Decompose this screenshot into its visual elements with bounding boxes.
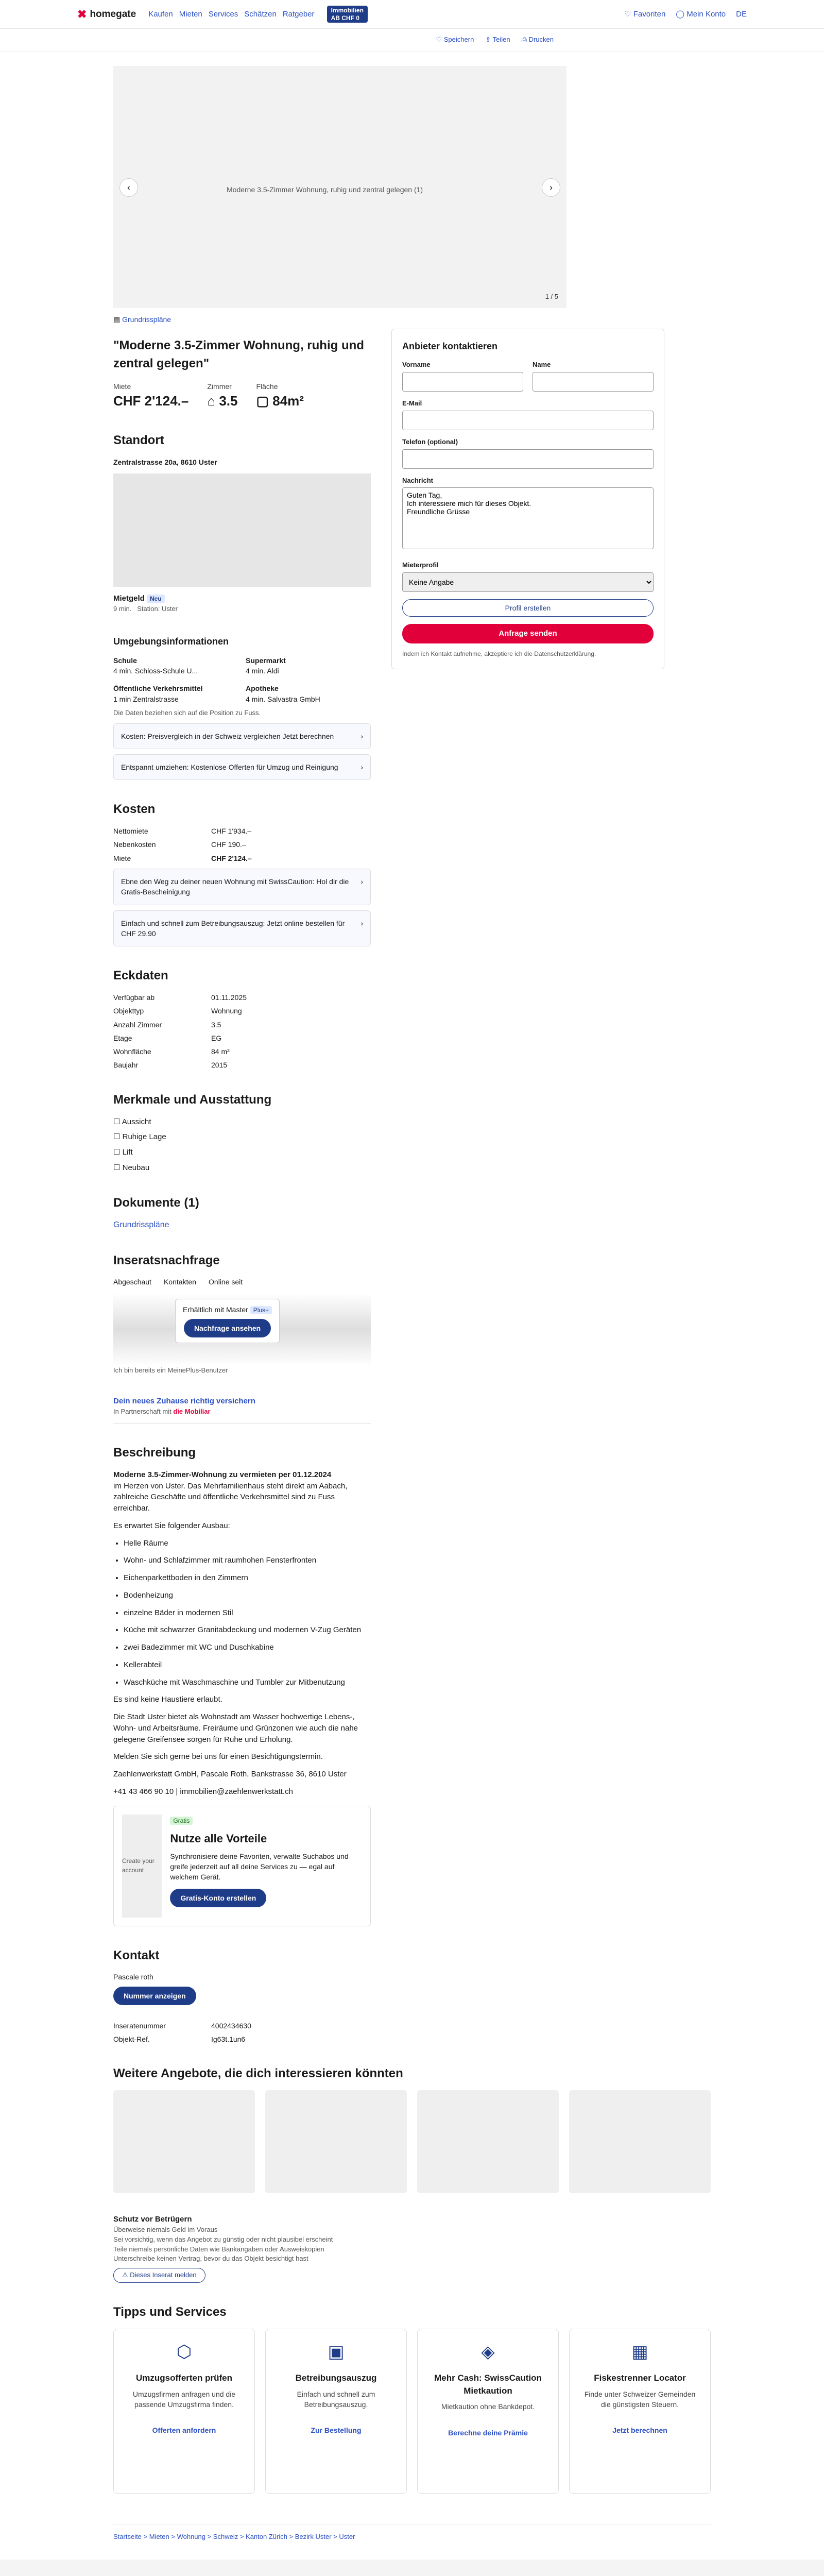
phone-input[interactable] [402,449,654,469]
feature-lift: ☐ Lift [113,1148,133,1157]
tip-card-tax: ▦ Fiskestrenner Locator Finde unter Schweizer Gemeinden die günstigsten Steuern. Jetzt berechnen [569,2329,711,2494]
costs-table: Nettomiete CHF 1'934.– Nebenkosten CHF 190.– Miete CHF 2'124.– [113,827,252,862]
feature-view: ☐ Aussicht [113,1117,151,1126]
box-icon: ⬡ [176,2342,192,2362]
rooms-value: ⌂ 3.5 [207,393,238,409]
tip-link[interactable]: Offerten anfordern [152,2426,216,2435]
offer-card[interactable] [417,2090,559,2193]
gallery-image-alt: Moderne 3.5-Zimmer Wohnung, ruhig und zentral gelegen (1) [227,185,423,194]
area-value: ▢ 84m² [256,393,304,409]
nav-ratgeber[interactable]: Ratgeber [282,9,315,19]
mietgeld-row: Mietgeld Neu [113,593,371,604]
nav-schaetzen[interactable]: Schätzen [244,9,277,19]
share-button[interactable]: ⇪ Teilen [485,36,510,44]
document-icon: ▤ [113,315,123,324]
profile-label: Mieterprofil [402,561,439,569]
moving-banner[interactable]: Entspannt umziehen: Kostenlose Offerten für Umzug und Reinigung › [113,754,371,780]
nav-services[interactable]: Services [208,9,238,19]
floorplan-link[interactable]: ▤ Grundrisspläne [113,315,171,324]
tab-contacts[interactable]: Kontakten [163,1278,197,1286]
save-button[interactable]: ♡ Speichern [436,36,474,44]
nav-mieten[interactable]: Mieten [179,9,202,19]
key-stats: Miete CHF 2'124.– Zimmer ⌂ 3.5 Fläche ▢ 84m² [113,381,371,411]
map[interactable] [113,473,371,587]
tip-card-caution: ◈ Mehr Cash: SwissCaution Mietkaution Mietkaution ohne Bankdepot. Berechne deine Prämie [417,2329,559,2494]
surroundings-heading: Umgebungsinformationen [113,636,229,647]
rooms-icon: ⌂ [207,393,219,409]
immobilien-badge[interactable]: Immobilien AB CHF 0 [327,6,368,23]
tip-card-betreibung: ▣ Betreibungsauszug Einfach und schnell zum Betreibungsauszug. Zur Bestellung [265,2329,407,2494]
tips-heading: Tipps und Services [113,2305,227,2319]
surroundings-grid: Schule 4 min. Schloss-Schule U... Supermarkt 4 min. Aldi Öffentliche Verkehrsmittel 1 min Zentralstrasse Apotheke 4 min. Salvastra GmbH [113,656,320,703]
gallery-prev-button[interactable]: ‹ [119,178,138,197]
tip-link[interactable]: Zur Bestellung [311,2426,362,2435]
privacy-note: Indem ich Kontakt aufnehme, akzeptiere ich die Datenschutzerklärung. [402,650,596,657]
location-heading: Standort [113,433,164,447]
form-title: Anbieter kontaktieren [402,341,498,351]
show-number-button[interactable]: Nummer anzeigen [113,1987,196,2005]
mobiliar-banner[interactable]: Dein neues Zuhause richtig versichern In Partnerschaft mit die Mobiliar [113,1396,371,1423]
favorites-link[interactable]: ♡ Favoriten [624,9,666,19]
heart-icon: ♡ [436,36,444,44]
listing-ids: Inseratenummer 4002434630 Objekt-Ref. Ig63t.1un6 [113,2021,251,2043]
price-value: CHF 2'124.– [113,393,189,409]
plus-user-link[interactable]: Ich bin bereits ein MeinePlus-Benutzer [113,1366,228,1374]
main-nav [148,9,314,20]
offers-list [113,2090,711,2193]
firstname-label: Vorname [402,361,431,369]
description: Beschreibung Moderne 3.5-Zimmer-Wohnung zu vermieten per 01.12.2024 im Herzen von Uster. Das Mehrfamilienhaus steht direkt am Aabach, zahlreiche Geschäfte und öffentliche Verkehrsmittel sind zu Fuss erreichbar. Es erwartet Sie folgender Ausbau: • Helle Räume • Wohn- und Schlafzimmer mit raumhohen Fensterfronten • Eichenparkettboden in den Zimmern • Bodenheizung • einzelne Bäder in modernen Stil • Küche mit schwarzer Granitabdeckung und modernen V-Zug Geräten • zwei Badezimmer mit WC und Duschkabine • Kellerabteil • Waschküche mit Waschmaschine und Tumbler zur Mitbenutzung Es sind keine Haustiere erlaubt. Die Stadt Uster bietet als Wohnstadt am Wasser hochwertige Lebens-, Wohn- und Arbeitsräume. Freiräume und Grünzonen wie auch die nahe gelegene Greifensee sorgen für Ruhe und Erholung. Melden Sie sich gerne bei uns für einen Besichtigungstermin. Zaehlenwerkstatt GmbH, Pascale Roth, Bankstrasse 36, 8610 Uster +41 43 466 90 10 | immobilien@zaehlenwerkstatt.ch [113,1444,371,1798]
view-demand-button[interactable]: Nachfrage ansehen [184,1319,271,1337]
create-profile-button[interactable]: Profil erstellen [402,599,654,617]
documents-heading: Dokumente (1) [113,1195,199,1210]
print-icon: ⎙ [521,36,529,44]
language-select[interactable]: DE [736,9,747,19]
user-icon: ◯ [676,9,687,19]
lastname-label: Name [533,361,551,369]
account-promo: Create your account Gratis Nutze alle Vorteile Synchronisiere deine Favoriten, verwalte Suchabos und greife jederzeit auf all deine Services zu — egal auf welchem Gerät. Gratis-Konto erstellen [113,1806,371,1926]
map-icon: ▦ [631,2342,648,2362]
contact-name: Pascale roth [113,1973,153,1981]
details-table: Verfügbar ab 01.11.2025 Objekttyp Wohnung Anzahl Zimmer 3.5 Etage EG Wohnfläche 84 m² Baujahr 2015 [113,993,247,1070]
offer-card[interactable] [569,2090,711,2193]
contact-form [391,329,664,669]
nav-kaufen[interactable]: Kaufen [148,9,173,19]
brand-logo[interactable]: ✖ homegate [77,6,136,23]
phone-label: Telefon (optional) [402,437,458,446]
upsell-popup: Erhältlich mit Master Plus+ Nachfrage ansehen [175,1299,280,1343]
feature-quiet: ☐ Ruhige Lage [113,1132,166,1142]
tab-online[interactable]: Online seit [209,1278,243,1286]
tip-link[interactable]: Berechne deine Prämie [448,2428,528,2437]
account-link[interactable]: ◯ Mein Konto [676,9,726,19]
address: Zentralstrasse 20a, 8610 Uster [113,457,217,466]
promo-image: Create your account [122,1815,162,1918]
gallery-counter: 1 / 5 [545,293,558,301]
offer-card[interactable] [113,2090,255,2193]
details-heading: Eckdaten [113,969,168,983]
send-request-button[interactable]: Anfrage senden [402,624,654,643]
image-gallery[interactable] [113,66,566,308]
offer-card[interactable] [265,2090,407,2193]
footer [0,2560,824,2576]
breadcrumb[interactable]: Startseite > Mieten > Wohnung > Schweiz > Kanton Zürich > Bezirk Uster > Uster [113,2524,711,2549]
demand-tabs [113,1277,371,1287]
swisscaution-banner[interactable]: Ebne den Weg zu deiner neuen Wohnung mit SwissCaution: Hol dir die Gratis-Bescheinigung › [113,869,371,905]
header [0,0,824,29]
price-compare-banner[interactable]: Kosten: Preisvergleich in der Schweiz vergleichen Jetzt berechnen › [113,723,371,749]
tip-card-moving: ⬡ Umzugsofferten prüfen Umzugsfirmen anfragen und die passende Umzugsfirma finden. Offerten anfordern [113,2329,255,2494]
features-heading: Merkmale und Ausstattung [113,1092,272,1107]
area-icon: ▢ [256,393,273,409]
feature-newbuild: ☐ Neubau [113,1163,150,1172]
betreibung-banner[interactable]: Einfach und schnell zum Betreibungsauszug: Jetzt online bestellen für CHF 29.90 › [113,910,371,947]
create-account-button[interactable]: Gratis-Konto erstellen [170,1889,266,1907]
action-bar [0,29,824,52]
listing-title: "Moderne 3.5-Zimmer Wohnung, ruhig und zentral gelegen" [113,338,364,371]
firstname-input[interactable] [402,372,523,392]
fraud-protection: Schutz vor Betrügern Überweise niemals Geld im Voraus Sei vorsichtig, wenn das Angebot zu günstig oder nicht plausibel erscheint Teile niemals persönliche Daten wie Bankangaben oder Ausweiskopien Unterschreibe keinen Vertrag, bevor du das Objekt besichtigt hast ⚠ Dieses Inserat melden [113,2214,711,2283]
email-input[interactable] [402,411,654,430]
transport-info: 9 min. Station: Uster [113,604,178,613]
chevron-right-icon: › [360,732,363,740]
message-input[interactable] [402,487,654,549]
report-listing-button[interactable]: ⚠ Dieses Inserat melden [113,2268,205,2283]
chevron-right-icon: › [360,762,363,771]
offers-heading: Weitere Angebote, die dich interessieren könnten [113,2066,403,2081]
costs-heading: Kosten [113,802,156,817]
new-badge: Neu [147,595,165,603]
contact-heading: Kontakt [113,1948,160,1962]
lastname-input[interactable] [533,372,654,392]
share-icon: ⇪ [485,36,493,44]
document-icon: ▣ [328,2342,345,2362]
document-link[interactable]: Grundrisspläne [113,1221,169,1230]
print-button[interactable]: ⎙ Drucken [521,36,554,44]
gallery-next-button[interactable]: › [542,178,560,197]
tab-views[interactable]: Abgeschaut [113,1278,151,1286]
email-label: E-Mail [402,399,422,407]
profile-select[interactable] [402,572,654,592]
demand-chart-blurred [113,1294,371,1366]
demand-heading: Inseratsnachfrage [113,1253,220,1267]
shield-icon: ◈ [481,2342,495,2362]
logo-icon: ✖ [77,7,87,21]
message-label: Nachricht [402,476,433,484]
tip-link[interactable]: Jetzt berechnen [612,2426,667,2435]
heart-icon: ♡ [624,9,633,19]
